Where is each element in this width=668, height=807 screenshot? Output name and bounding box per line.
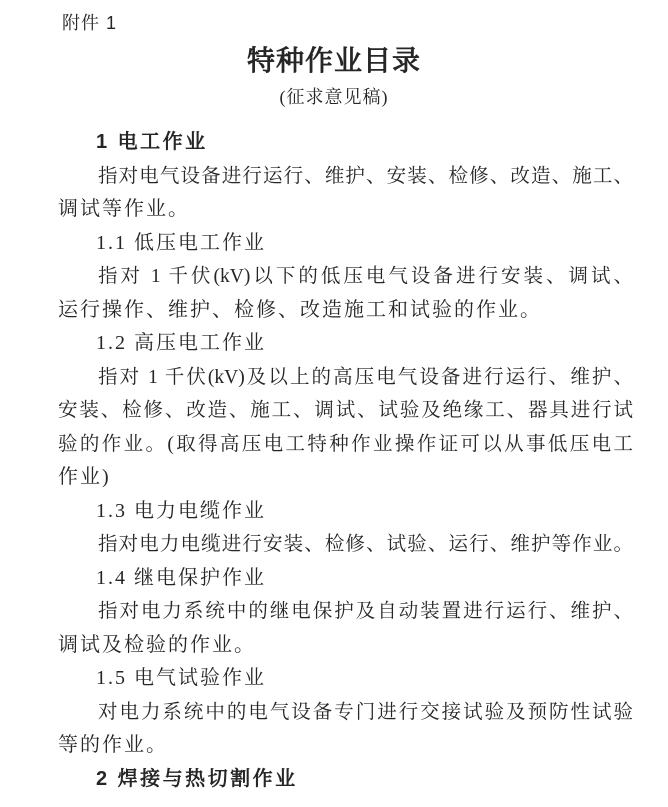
subsection-heading-1-5: 1.5 电气试验作业 <box>96 667 266 689</box>
subsection-heading-1-4: 1.4 继电保护作业 <box>96 566 266 589</box>
paragraph-line: 调试及检验的作业。 <box>58 633 256 656</box>
paragraph-line: 指对电力电缆进行安装、检修、试验、运行、维护等作业。 <box>98 534 633 555</box>
paragraph-line: 指对电力系统中的继电保护及自动装置进行运行、维护、 <box>98 601 633 622</box>
attachment-label: 附件 1 <box>62 13 118 33</box>
paragraph-line: 指对 1 千伏(kV)及以上的高压电气设备进行运行、维护、 <box>98 366 633 388</box>
paragraph-line: 调试等作业。 <box>58 198 190 220</box>
paragraph-line: 作业) <box>58 466 111 488</box>
paragraph-line: 对电力系统中的电气设备专门进行交接试验及预防性试验 <box>98 701 633 723</box>
subsection-heading-1-1: 1.1 低压电工作业 <box>96 231 266 254</box>
subsection-heading-1-3: 1.3 电力电缆作业 <box>96 499 266 522</box>
paragraph-line: 运行操作、维护、检修、改造施工和试验的作业。 <box>58 298 542 321</box>
document-subtitle: (征求意见稿) <box>279 87 389 107</box>
paragraph-line: 指对电气设备进行运行、维护、安装、检修、改造、施工、 <box>98 165 633 187</box>
paragraph-line: 安装、检修、改造、施工、调试、试验及绝缘工、器具进行试 <box>58 400 633 421</box>
document-title: 特种作业目录 <box>246 46 421 77</box>
document-body <box>0 126 668 796</box>
paragraph-line: 等的作业。 <box>58 734 168 756</box>
subsection-heading-1-2: 1.2 高压电工作业 <box>96 332 266 354</box>
section-heading-2: 2 焊接与热切割作业 <box>96 767 298 790</box>
paragraph-line: 指对 1 千伏(kV)以下的低压电气设备进行安装、调试、 <box>98 266 633 287</box>
section-heading-1: 1 电工作业 <box>96 131 208 153</box>
paragraph-line: 验的作业。(取得高压电工特种作业操作证可以从事低压电工 <box>58 433 633 455</box>
